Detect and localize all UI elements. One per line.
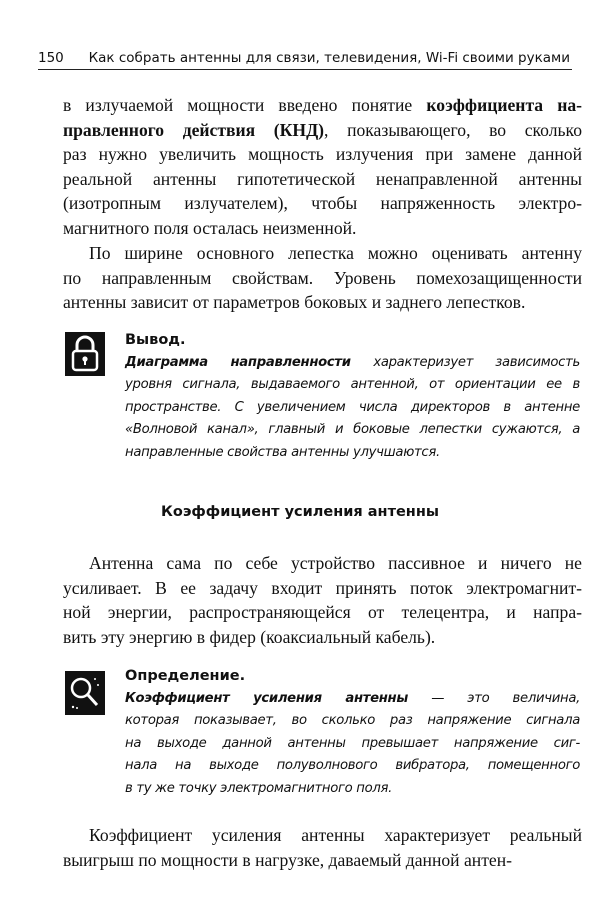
text-run: усиливает. В ее задачу входит принять поток электромагнит- xyxy=(63,577,582,598)
running-title: Как собрать антенны для связи, телевидения, Wi-Fi своими руками xyxy=(88,50,570,66)
text-line xyxy=(125,710,580,732)
text-line xyxy=(63,290,582,315)
text-run: По ширине основного лепестка можно оценивать антенну xyxy=(89,243,582,263)
bold-term: коэффициента на- xyxy=(426,95,582,115)
text-run: Антенна сама по себе устройство пассивное и ничего не xyxy=(89,553,582,573)
text-line xyxy=(125,419,580,441)
text-run: нала на выходе полуволнового вибратора, помещенного xyxy=(125,758,580,774)
text-run: пространстве. С увеличением числа директоров в антенне xyxy=(125,399,580,415)
text-line xyxy=(63,93,582,118)
section-heading: Коэффициент усиления антенны xyxy=(161,504,439,520)
conclusion-note xyxy=(125,328,580,464)
text-run: на выходе данной антенны превышает напряжение сиг- xyxy=(125,735,580,751)
text-run: магнитного поля осталась неизменной. xyxy=(63,217,357,238)
text-line xyxy=(125,733,580,755)
bold-term: Диаграмма направленности xyxy=(125,355,374,370)
text-run: вить эту энергию в фидер (коаксиальный кабель). xyxy=(63,626,436,647)
magnifier-icon xyxy=(65,671,105,715)
text-line xyxy=(125,755,580,777)
paragraph xyxy=(63,93,582,241)
note-title: Вывод. xyxy=(125,332,186,348)
text-run: которая показывает, во сколько раз напряжение сигнала xyxy=(125,713,580,729)
running-header xyxy=(38,44,570,66)
text-line xyxy=(63,142,582,167)
text-line xyxy=(63,600,582,625)
text-line xyxy=(125,778,580,800)
text-line xyxy=(63,625,582,650)
text-line xyxy=(125,442,580,464)
text-run: (изотропным излучателем), чтобы напряженность электро- xyxy=(63,193,582,214)
text-line xyxy=(63,241,582,266)
text-run: выигрыш по мощности в нагрузке, даваемый данной антен- xyxy=(63,849,512,870)
text-run: в ту же точку электромагнитного поля. xyxy=(125,780,393,796)
text-run: «Волновой канал», главный и боковые лепестки сужаются, а xyxy=(125,422,580,438)
text-run: Коэффициент усиления антенны характеризует реальный xyxy=(89,825,582,845)
text-run: ной энергии, распространяющейся от телецентра, и напра- xyxy=(63,602,582,623)
text-line xyxy=(63,118,582,143)
text-run: , показывающего, во сколько xyxy=(324,119,582,140)
text-line xyxy=(63,216,582,241)
page-number: 150 xyxy=(38,50,64,66)
text-run: характеризует зависимость xyxy=(373,355,580,370)
bold-term: правленного действия (КНД) xyxy=(63,119,325,140)
paragraph xyxy=(63,823,582,872)
paragraph xyxy=(63,551,582,649)
text-run: по направленным свойствам. Уровень помехозащищенности xyxy=(63,267,582,288)
text-line xyxy=(125,352,580,374)
text-line xyxy=(125,397,580,419)
text-run: реальной антенны гипотетической ненаправленной антенны xyxy=(63,168,582,189)
definition-note xyxy=(125,664,580,800)
text-line xyxy=(125,688,580,710)
note-title: Определение. xyxy=(125,668,246,684)
header-rule xyxy=(38,69,572,70)
paragraph xyxy=(63,241,582,315)
bold-term: Коэффициент усиления антенны xyxy=(125,691,408,706)
text-line xyxy=(63,191,582,216)
text-line xyxy=(125,374,580,396)
text-run: уровня сигнала, выдаваемого антенной, от ориентации ее в xyxy=(125,377,580,393)
text-line xyxy=(63,848,582,873)
text-run: — это величина, xyxy=(408,691,581,706)
text-line xyxy=(63,167,582,192)
text-line xyxy=(63,823,582,848)
text-run: направленные свойства антенны улучшаются. xyxy=(125,444,440,460)
text-line xyxy=(63,551,582,576)
text-run: антенны зависит от параметров боковых и заднего лепестков. xyxy=(63,292,526,313)
text-run: раз нужно увеличить мощность излучения при замене данной xyxy=(63,144,582,165)
lock-icon xyxy=(65,332,105,376)
text-run: в излучаемой мощности введено понятие xyxy=(63,95,427,115)
text-line xyxy=(63,576,582,601)
text-line xyxy=(63,266,582,291)
